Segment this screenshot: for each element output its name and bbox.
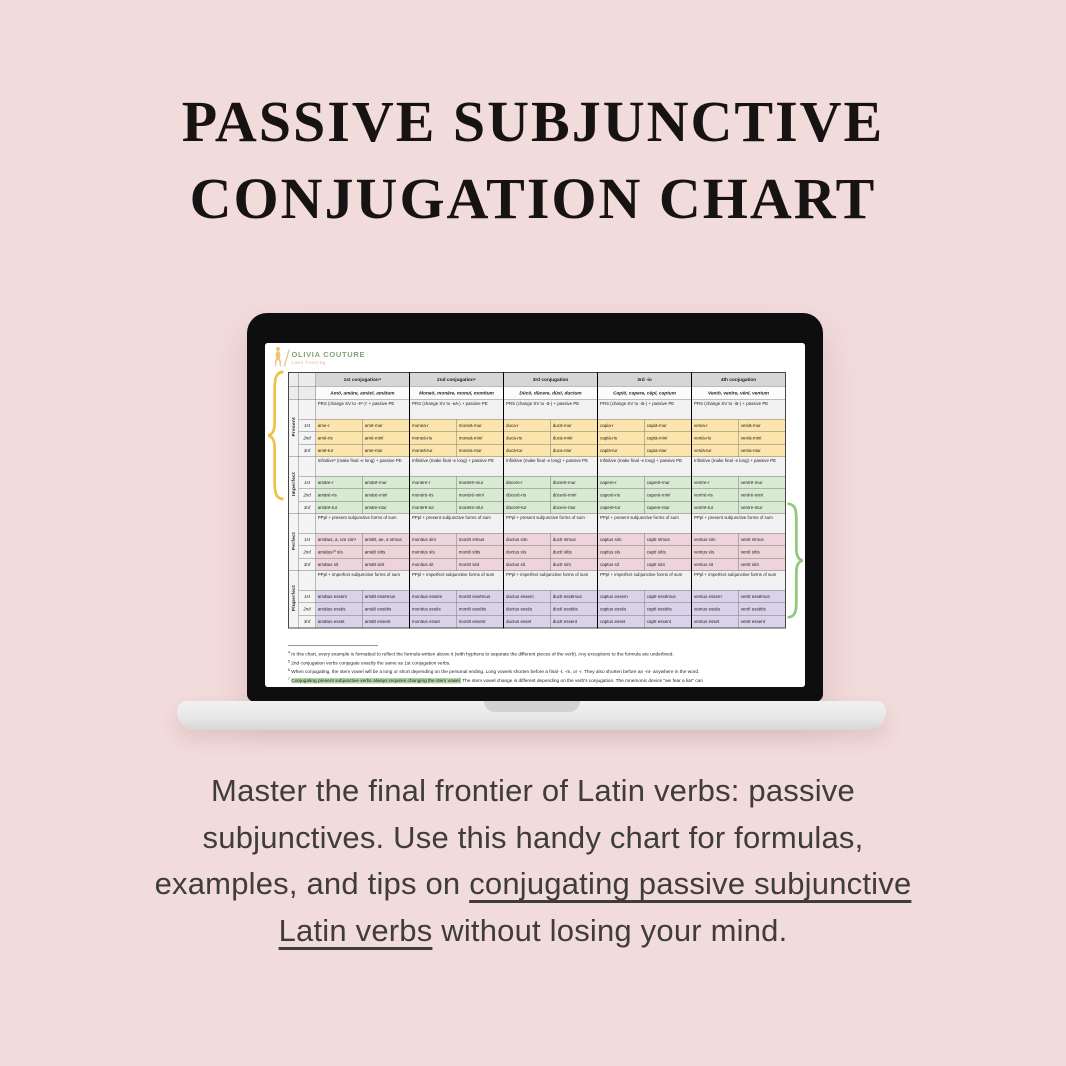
conjugation-cell: monitī essēmus [457,590,504,603]
conjugation-cell: ductī essētis [551,603,598,616]
conjugation-cell: caperē-tur [598,501,645,514]
description-text-suffix: without losing your mind. [432,912,788,948]
conjugation-cell: monitī essētis [457,603,504,616]
conjugation-cell: moneā-minī [457,432,504,445]
conjugation-cell: caperē-mur [645,476,692,489]
formula-cell: PPpl + imperfect subjunctive forms of sum [692,571,786,591]
conjugation-cell: amātī, ae, a sīmus [363,533,410,546]
conjugation-cell: ductus essēs [504,603,551,616]
conjugation-cell: capiā-mur [645,419,692,432]
footnote: $^5$ 2nd conjugation verbs conjugate exactly the same as 1st conjugation verbs. [288,659,451,666]
conjugation-cell: amātī essent [363,615,410,628]
conjugation-cell: capere-r [598,476,645,489]
conjugation-cell: amātus esset [316,615,363,628]
formula-cell: PPpl + present subjunctive forms of sum [692,514,786,534]
left-brace-decoration [267,370,285,501]
figure-icon [272,346,284,370]
column-header: 4th conjugation [692,373,786,387]
conjugation-cell: ventus sīs [692,546,739,559]
conjugation-cell: capere-ntur [645,501,692,514]
footnote-text: When conjugating, the stem vowel will be a long or short depending on the personal ending. Long vowels shorten before a final -t, -m, or -r. They also shorten before an -nt- anywhere in the word. [291,669,700,675]
conjugation-cell: monitus essēs [410,603,457,616]
column-header: 3rd -io [598,373,692,387]
corner-cell [299,386,316,400]
conjugation-cell: dūcere-ntur [551,501,598,514]
conjugation-cell: monea-ntur [457,444,504,457]
laptop-notch [484,701,580,712]
conjugation-cell: monitī sint [457,558,504,571]
column-header: 1st conjugation⁴ [316,373,410,387]
conjugation-cell: monitus essem [410,590,457,603]
person-label: 3rd [299,444,316,457]
conjugation-cell: venīrē-ris [692,489,739,502]
principal-parts: Amō, amāre, amāvī, amātum [316,386,410,400]
conjugation-cell: ducā-ris [504,432,551,445]
person-label: 1st [299,476,316,489]
principal-parts: Moneō, monēre, monuī, monitum [410,386,504,400]
footnote-list [288,650,784,685]
principal-parts: Dūcō, dūcere, dūxī, ductum [504,386,598,400]
person-label: 2nd [299,546,316,559]
column-header: 3rd conjugation [504,373,598,387]
conjugation-cell: dūcerē-mur [551,476,598,489]
conjugation-cell: amātus essem [316,590,363,603]
formula-cell: PRS (change SV to -eā-) + passive PE [410,400,504,420]
conjugation-cell: monērē-minī [457,489,504,502]
brand-name: OLIVIA COUTURE [291,350,366,359]
conjugation-cell: caperē-ris [598,489,645,502]
conjugation-cell: amārē-minī [363,489,410,502]
footnote: $^6$ When conjugating, the stem vowel will be a long or short depending on the personal ending. Long vowels shorten before a final -t, -m, or -r. They also shorten before an -nt- anywhere in the word. [288,668,700,675]
conjugation-cell: venīre-ntur [739,501,786,514]
conjugation-cell: dūcere-r [504,476,551,489]
laptop-base [177,701,886,730]
person-spacer [299,571,316,591]
brand-tagline: Latin Tutoring [291,360,326,365]
conjugation-cell: amārē-tur [316,501,363,514]
conjugation-cell: ductī sītis [551,546,598,559]
footnote: $^4$ In this chart, every example is formatted to reflect the formula written above it (with hyphens to separate the different pieces of the verb). Any exceptions to the formula are underlined. [288,651,674,658]
footnote-text: 2nd conjugation verbs conjugate exactly the same as 1st conjugation verbs. [291,660,451,666]
conjugation-cell: ventī essēmus [739,590,786,603]
conjugation-cell: ductus sim [504,533,551,546]
conjugation-cell: monēre-r [410,476,457,489]
footnote-text: The stem vowel change is different depending on the verb's conjugation. The mnemonic device "we fear a liar" can [461,678,703,684]
description-text-prefix: Master the final frontier of Latin verbs: passive subjunctives. Use this handy chart for formulas, examples, and tips on [154,773,864,901]
formula-cell: Infinitive⁸ (make final -e long) + passive PE [316,457,410,477]
conjugation-cell: monērē-mur [457,476,504,489]
footnotes [288,645,784,685]
conjugation-cell: ame-ntur [363,444,410,457]
tense-label-text: Pluperfect [290,584,297,612]
formula-cell: Infinitive (make final -e long) + passive PE [692,457,786,477]
brand-logo [272,346,365,370]
formula-cell: PPpl + present subjunctive forms of sum [598,514,692,534]
corner-cell [299,373,316,387]
conjugation-cell: captī essent [645,615,692,628]
person-spacer [299,400,316,420]
description [133,768,933,954]
conjugation-cell: ducā-mur [551,419,598,432]
page-title [0,84,1066,237]
logo-text [292,351,366,366]
conjugation-cell: monea-r [410,419,457,432]
conjugation-cell: moneā-tur [410,444,457,457]
conjugation-cell: venīrē-minī [739,489,786,502]
conjugation-cell: ventī essent [739,615,786,628]
footnote-highlight: Conjugating present subjunctive verbs always requires changing the stem vowel. [291,678,462,684]
column-header: 2nd conjugation⁵ [410,373,504,387]
formula-cell: PPpl + imperfect subjunctive forms of sum [316,571,410,591]
tense-label [289,571,299,628]
conjugation-cell: capia-r [598,419,645,432]
conjugation-cell: venia-r [692,419,739,432]
conjugation-cell: monēre-ntur [457,501,504,514]
conjugation-cell: dūcerē-tur [504,501,551,514]
conjugation-cell: dūcerē-ris [504,489,551,502]
conjugation-cell: captī sītis [645,546,692,559]
tense-label-text: Present [290,417,297,437]
conjugation-cell: ventus essem [692,590,739,603]
formula-cell: PRS (change SV to -ā-) + passive PE [504,400,598,420]
conjugation-cell: amē-mur [363,419,410,432]
person-label: 2nd [299,432,316,445]
conjugation-cell: captus sīs [598,546,645,559]
conjugation-cell: ventī sītis [739,546,786,559]
conjugation-cell: venīre-r [692,476,739,489]
formula-cell: PRS (change SV to -iā-) + passive PE [692,400,786,420]
conjugation-cell: duca-ntur [551,444,598,457]
person-label: 1st [299,419,316,432]
conjugation-cell: amāre-r [316,476,363,489]
laptop-screen [265,343,805,687]
person-label: 1st [299,533,316,546]
conjugation-cell: amāre-ntur [363,501,410,514]
conjugation-cell: dūcerē-minī [551,489,598,502]
conjugation-cell: amātī sint [363,558,410,571]
conjugation-cell: amātī essēmus [363,590,410,603]
formula-cell: PPpl + present subjunctive forms of sum [316,514,410,534]
conjugation-cell: venīrē-mur [739,476,786,489]
conjugation-cell: ventī essētis [739,603,786,616]
tense-label-text: Imperfect [290,471,297,497]
conjugation-cell: monitus esset [410,615,457,628]
formula-cell: PRS (change SV to -ē⁶-)⁷ + passive PE [316,400,410,420]
conjugation-cell: monitī essent [457,615,504,628]
principal-parts: Veniō, venīre, vēnī, ventum [692,386,786,400]
conjugation-cell: amē-minī [363,432,410,445]
conjugation-cell: veniā-minī [739,432,786,445]
conjugation-cell: monitus sīs [410,546,457,559]
conjugation-cell: captus essem [598,590,645,603]
conjugation-cell: monitī sītis [457,546,504,559]
conjugation-cell: captus sit [598,558,645,571]
footnote-text: In this chart, every example is formatted to reflect the formula written above it (with hyphens to separate the different pieces of the verb). Any exceptions to the formula are underlined. [291,651,674,658]
tense-label [289,400,299,457]
conjugation-table [288,372,786,629]
person-label: 1st [299,590,316,603]
conjugation-cell: monitī sīmus [457,533,504,546]
conjugation-cell: ductī essent [551,615,598,628]
conjugation-cell: captī essētis [645,603,692,616]
principal-parts: Capiō, capere, cēpī, captum [598,386,692,400]
conjugation-cell: capiā-tur [598,444,645,457]
person-label: 2nd [299,489,316,502]
corner-cell [289,373,299,387]
conjugation-cell: capiā-ris [598,432,645,445]
title-line-2: CONJUGATION CHART [189,165,877,231]
title-line-1: PASSIVE SUBJUNCTIVE [181,89,885,154]
conjugation-cell: monitus sim [410,533,457,546]
tense-label [289,514,299,571]
conjugation-cell: venīrē-tur [692,501,739,514]
conjugation-cell: moneā-ris [410,432,457,445]
person-label: 2nd [299,603,316,616]
conjugation-cell: venia-ntur [739,444,786,457]
conjugation-cell: ducā-minī [551,432,598,445]
conjugation-cell: amātus¹⁰ sīs [316,546,363,559]
conjugation-cell: ventus essēs [692,603,739,616]
slash-icon [284,349,290,367]
conjugation-cell: amātus essēs [316,603,363,616]
conjugation-cell: ductus sit [504,558,551,571]
conjugation-cell: duca-r [504,419,551,432]
tense-label [289,457,299,514]
conjugation-cell: capiā-minī [645,432,692,445]
conjugation-cell: ventus sit [692,558,739,571]
conjugation-cell: captī sint [645,558,692,571]
conjugation-cell: veniā-ris [692,432,739,445]
person-spacer [299,514,316,534]
conjugation-cell: captus esset [598,615,645,628]
conjugation-cell: ventī sint [739,558,786,571]
person-spacer [299,457,316,477]
conjugation-cell: amātus, a, um sim⁹ [316,533,363,546]
laptop-bezel [247,313,823,702]
conjugation-cell: amē-ris [316,432,363,445]
right-brace-decoration [786,502,804,619]
formula-cell: PRS (change SV to -iā-) + passive PE [598,400,692,420]
conjugation-cell: amātus sit [316,558,363,571]
chart-page [265,343,805,687]
conjugation-table-wrap [288,372,786,629]
conjugation-cell: amārē-mur [363,476,410,489]
conjugation-cell: ductus sīs [504,546,551,559]
corner-cell [289,386,299,400]
conjugation-cell: captus essēs [598,603,645,616]
conjugation-cell: moneā-mur [457,419,504,432]
conjugation-cell: ventus sim [692,533,739,546]
conjugation-cell: amātī essētis [363,603,410,616]
conjugation-cell: monērē-ris [410,489,457,502]
conjugation-cell: ventus esset [692,615,739,628]
conjugation-cell: ductī sint [551,558,598,571]
conjugation-cell: amātī sītis [363,546,410,559]
formula-cell: PPpl + imperfect subjunctive forms of sum [598,571,692,591]
tense-label-text: Perfect [290,531,297,551]
formula-cell: PPpl + imperfect subjunctive forms of sum [410,571,504,591]
conjugation-cell: veniā-mur [739,419,786,432]
conjugation-cell: ame-r [316,419,363,432]
conjugation-cell: capia-ntur [645,444,692,457]
conjugation-cell: captus sim [598,533,645,546]
conjugation-cell: captī essēmus [645,590,692,603]
formula-cell: PPpl + present subjunctive forms of sum [410,514,504,534]
formula-cell: PPpl + imperfect subjunctive forms of sum [504,571,598,591]
conjugation-cell: monitus sit [410,558,457,571]
footnote: $^7$ Conjugating present subjunctive verbs always requires changing the stem vowel. The stem vowel change is different depending on the verb's conjugation. The mnemonic device "we fear a liar" can [288,677,703,684]
formula-cell: Infinitive (make final -e long) + passive PE [504,457,598,477]
formula-cell: Infinitive (make final -e long) + passive PE [598,457,692,477]
conjugation-cell: monērē-tur [410,501,457,514]
conjugation-cell: ducā-tur [504,444,551,457]
conjugation-cell: caperē-minī [645,489,692,502]
conjugation-cell: amārē-ris [316,489,363,502]
person-label: 3rd [299,615,316,628]
formula-cell: PPpl + present subjunctive forms of sum [504,514,598,534]
conjugation-cell: veniā-tur [692,444,739,457]
conjugation-cell: ductī sīmus [551,533,598,546]
conjugation-cell: ductī essēmus [551,590,598,603]
conjugation-cell: ductus essem [504,590,551,603]
conjugation-cell: amē-tur [316,444,363,457]
person-label: 3rd [299,501,316,514]
footnote-divider [288,645,378,646]
person-label: 3rd [299,558,316,571]
conjugation-cell: captī sīmus [645,533,692,546]
conjugation-cell: ductus esset [504,615,551,628]
formula-cell: Infinitive (make final -e long) + passive PE [410,457,504,477]
description-link[interactable]: conjugating passive subjunctive Latin verbs [278,866,912,948]
conjugation-cell: ventī sīmus [739,533,786,546]
